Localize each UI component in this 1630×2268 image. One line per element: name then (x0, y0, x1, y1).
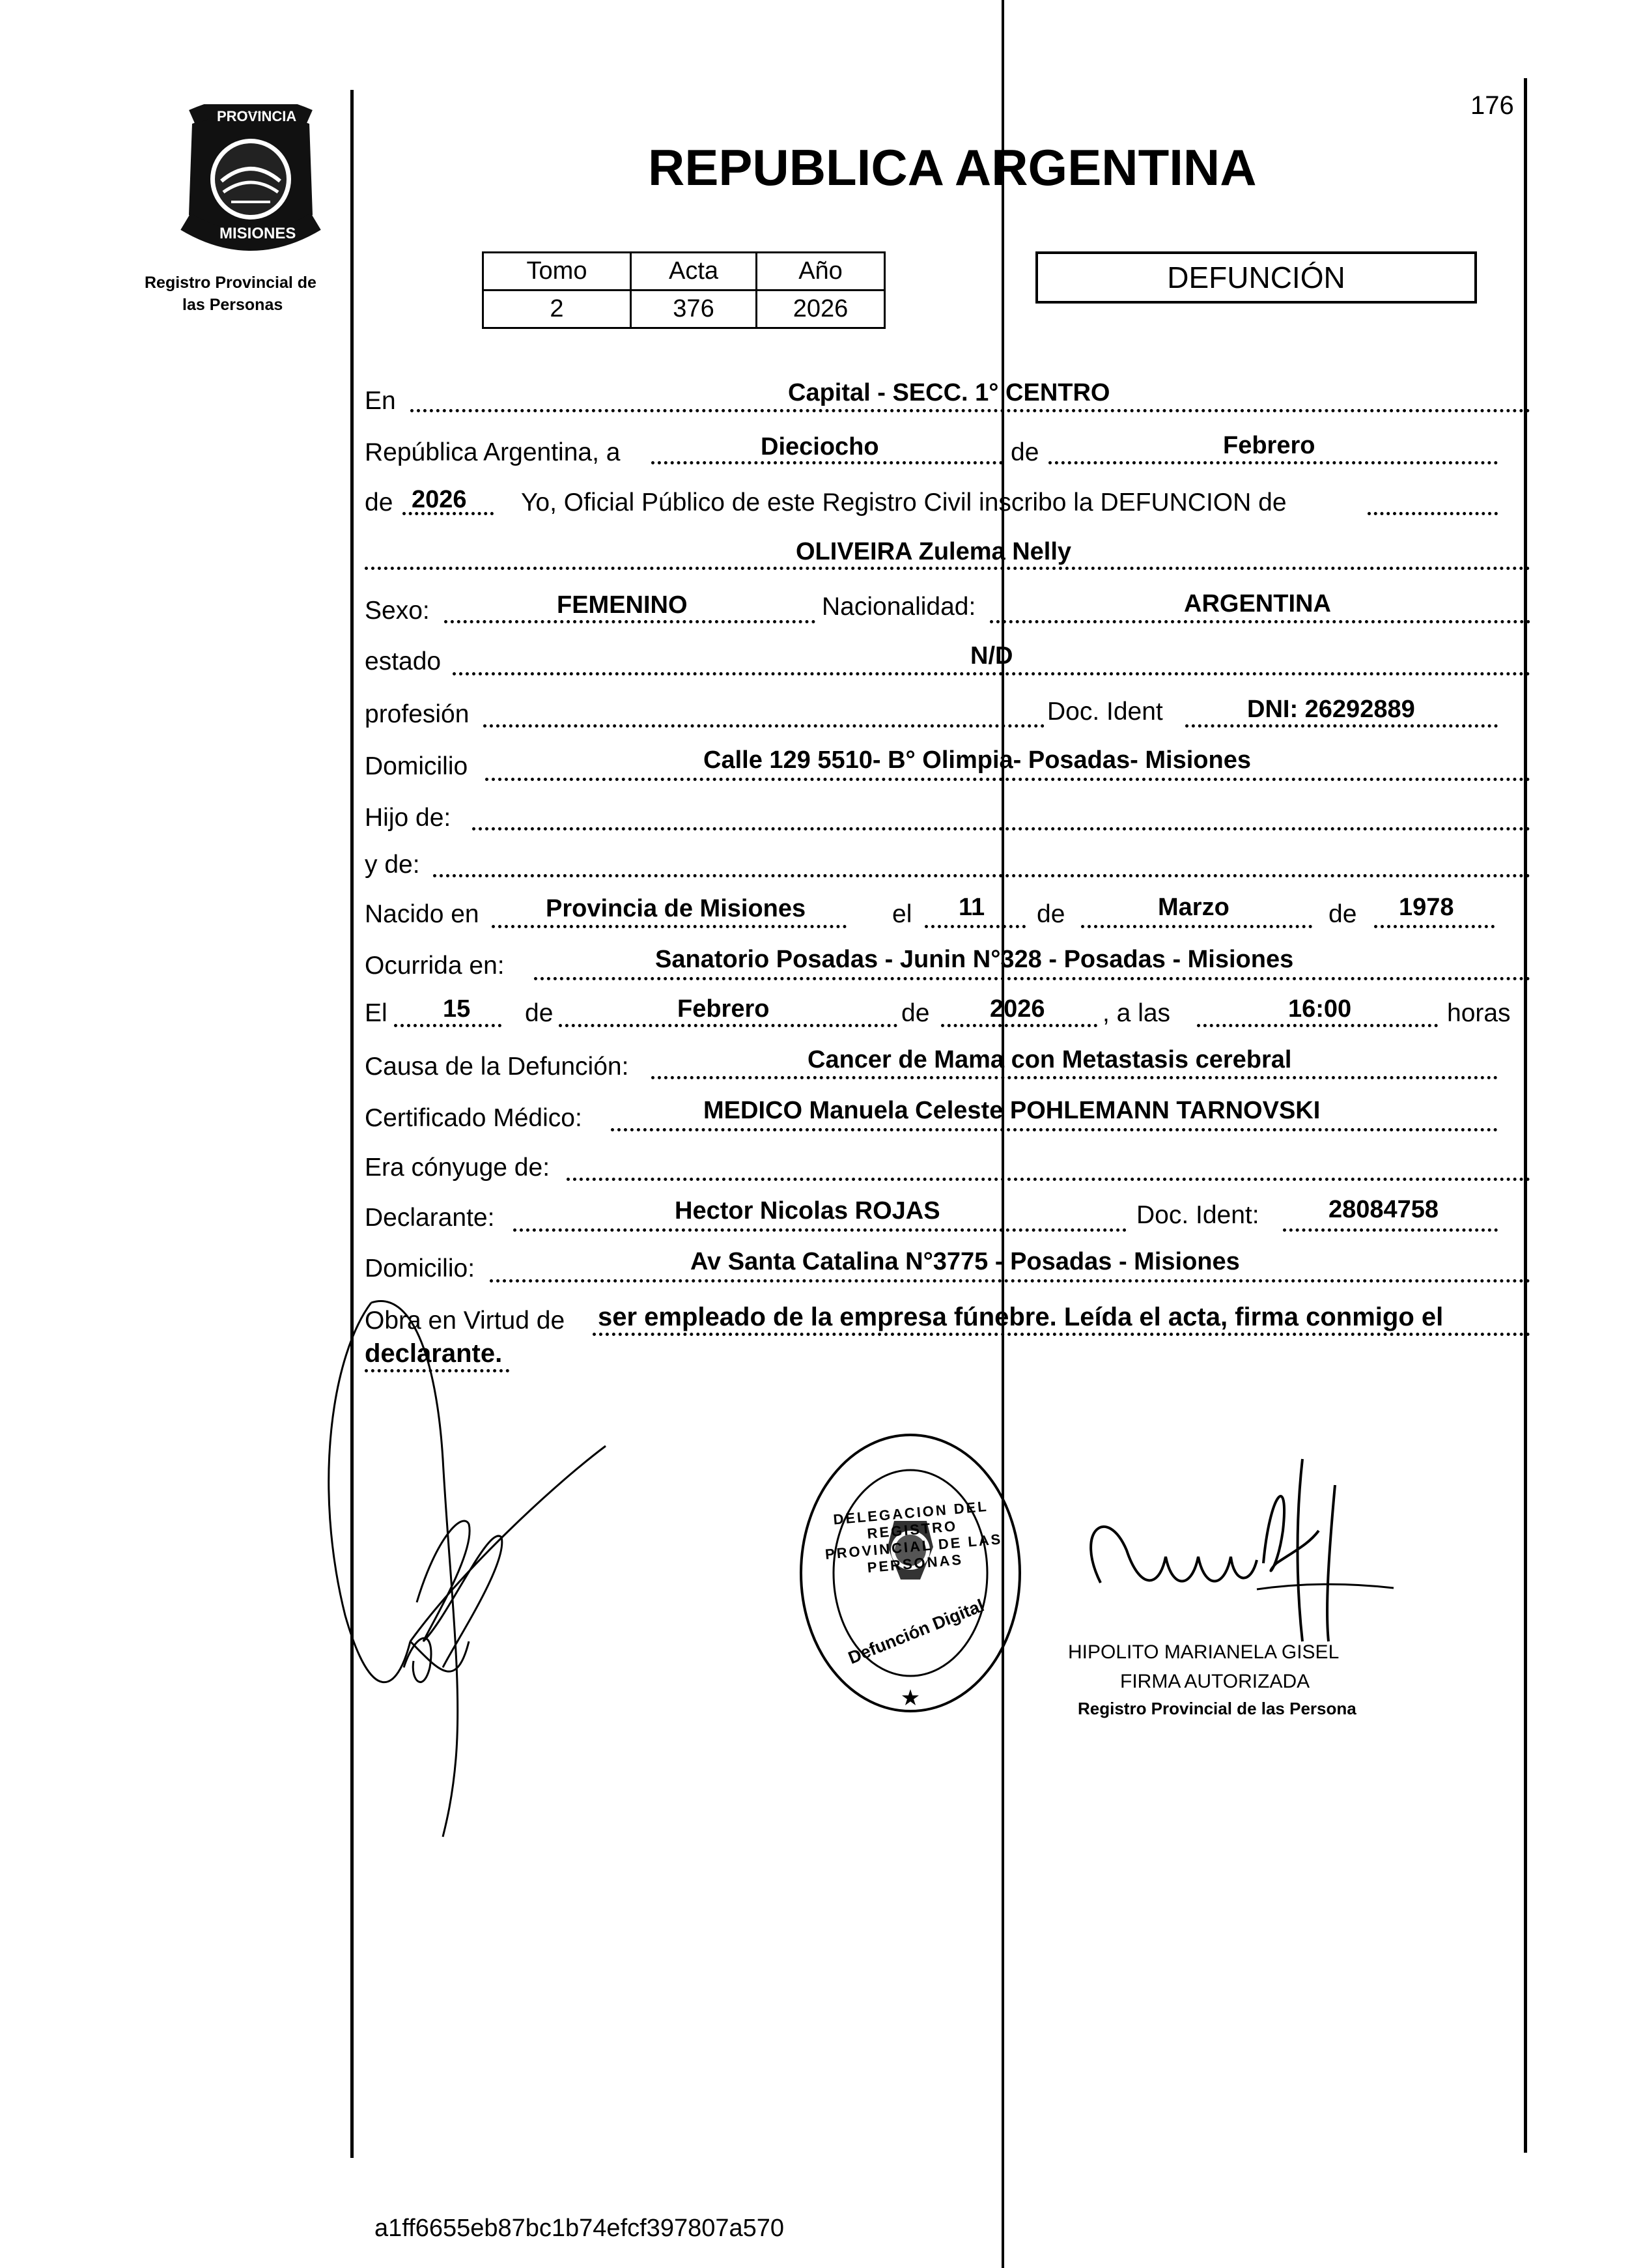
ocurrida-label: Ocurrida en: (365, 952, 505, 980)
doc-ident-value: DNI: 26292889 (1247, 696, 1415, 723)
official-name: HIPOLITO MARIANELA GISEL (1068, 1641, 1340, 1663)
officer-statement: Yo, Oficial Público de este Registro Civil inscribo la DEFUNCION de (521, 489, 1287, 517)
causa-value: Cancer de Mama con Metastasis cerebral (808, 1046, 1292, 1073)
declarante-doc-label: Doc. Ident: (1136, 1201, 1259, 1229)
estado-label: estado (365, 647, 442, 675)
stamp-ring-text: DELEGACION DEL REGISTRO PROVINCIAL DE LAS PERSONAS (824, 1497, 1004, 1576)
ocurrida-value: Sanatorio Posadas - Junin N°328 - Posadas - Misiones (655, 946, 1294, 973)
de-label-3: de (1037, 900, 1065, 928)
table-header-tomo: Tomo (483, 253, 631, 291)
page-title: REPUBLICA ARGENTINA (648, 139, 1257, 196)
doc-ident-label: Doc. Ident (1047, 698, 1163, 726)
hijo-label: Hijo de: (365, 804, 451, 832)
death-month: Febrero (677, 995, 770, 1023)
official-stamp (793, 1426, 1028, 1720)
official-role: FIRMA AUTORIZADA (1120, 1671, 1310, 1692)
declarante-domicilio-value: Av Santa Catalina N°3775 - Posadas - Misiones (690, 1248, 1240, 1275)
obra-value-line1: ser empleado de la empresa fúnebre. Leída el acta, firma conmigo el (598, 1303, 1444, 1331)
en-value: Capital - SECC. 1° CENTRO (788, 379, 1110, 406)
death-time: 16:00 (1288, 995, 1352, 1023)
sexo-label: Sexo: (365, 597, 430, 625)
de-label-2: de (365, 489, 393, 517)
registry-name-line1: Registro Provincial de (145, 274, 316, 292)
estado-value: N/D (970, 642, 1013, 670)
birth-year: 1978 (1399, 894, 1454, 921)
declarante-label: Declarante: (365, 1204, 495, 1232)
en-label: En (365, 387, 396, 415)
death-el-label: El (365, 999, 387, 1027)
de-label-5: de (525, 999, 554, 1027)
table-value-acta: 376 (631, 291, 757, 328)
emblem-text-top: PROVINCIA (217, 108, 297, 124)
nacido-lugar: Provincia de Misiones (546, 895, 806, 922)
table-header-acta: Acta (631, 253, 757, 291)
y-de-label: y de: (365, 851, 420, 879)
birth-day: 11 (959, 894, 985, 921)
stamp-inner-text: Defunción Digital (845, 1595, 987, 1668)
causa-label: Causa de la Defunción: (365, 1053, 629, 1081)
birth-month: Marzo (1158, 894, 1230, 921)
declarante-domicilio-label: Domicilio: (365, 1254, 475, 1283)
de-label: de (1011, 438, 1039, 466)
registry-table (482, 251, 886, 329)
death-day: 15 (443, 995, 471, 1023)
document-hash: a1ff6655eb87bc1b74efcf397807a570 (374, 2215, 785, 2242)
de-label-4: de (1328, 900, 1357, 928)
declarante-value: Hector Nicolas ROJAS (675, 1197, 940, 1225)
de-label-6: de (901, 999, 930, 1027)
nacionalidad-value: ARGENTINA (1184, 590, 1331, 617)
declarante-doc-value: 28084758 (1328, 1196, 1439, 1223)
table-value-tomo: 2 (483, 291, 631, 328)
obra-value-line2: declarante. (365, 1339, 503, 1368)
month: Febrero (1223, 432, 1315, 459)
republica-label: República Argentina, a (365, 438, 621, 466)
table-value-anio: 2026 (757, 291, 885, 328)
certificado-label: Certificado Médico: (365, 1104, 582, 1132)
year-value: 2026 (412, 486, 467, 513)
a-las-label: , a las (1103, 999, 1171, 1027)
death-year: 2026 (990, 995, 1045, 1023)
conyuge-label: Era cónyuge de: (365, 1154, 550, 1182)
svg-text:★: ★ (900, 1685, 921, 1711)
center-fold-line (1002, 0, 1004, 2268)
registry-name-line2: las Personas (182, 296, 283, 314)
province-emblem (166, 104, 335, 254)
domicilio-label: Domicilio (365, 752, 468, 780)
obra-label: Obra en Virtud de (365, 1307, 565, 1335)
nacido-label: Nacido en (365, 900, 479, 928)
deceased-name: OLIVEIRA Zulema Nelly (796, 538, 1072, 565)
certificado-value: MEDICO Manuela Celeste POHLEMANN TARNOVSKI (703, 1097, 1321, 1124)
nacionalidad-label: Nacionalidad: (822, 593, 976, 621)
page-number: 176 (1470, 91, 1514, 120)
day-words: Dieciocho (761, 433, 879, 461)
horas-label: horas (1447, 999, 1511, 1027)
profesion-label: profesión (365, 700, 470, 728)
sexo-value: FEMENINO (557, 591, 688, 619)
table-header-anio: Año (757, 253, 885, 291)
right-margin-line (1524, 78, 1527, 2153)
document-type-box (1035, 251, 1477, 304)
el-label: el (892, 900, 912, 928)
declarant-signature (306, 1277, 671, 1850)
official-org: Registro Provincial de las Persona (1078, 1699, 1356, 1718)
domicilio-value: Calle 129 5510- B° Olimpia- Posadas- Misiones (703, 746, 1251, 774)
document-type: DEFUNCIÓN (1167, 261, 1345, 294)
official-signature (1068, 1453, 1407, 1648)
emblem-text-bottom: MISIONES (219, 225, 296, 242)
